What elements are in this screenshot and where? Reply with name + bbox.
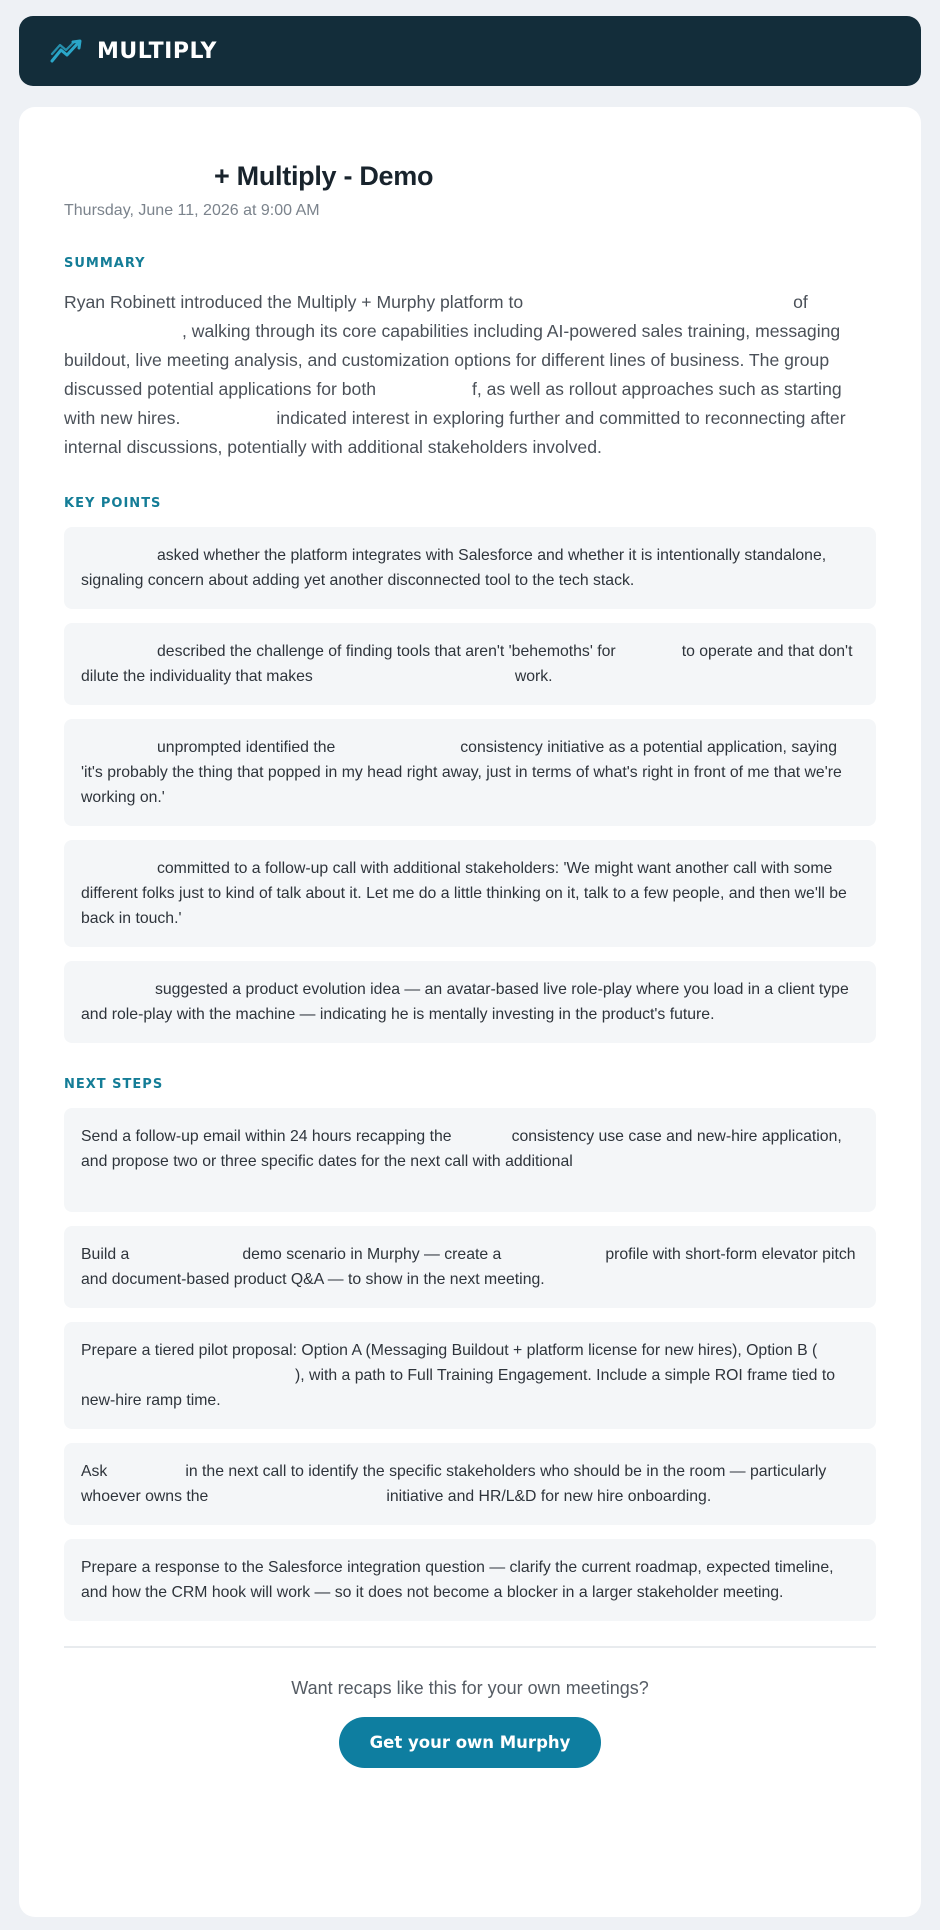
meeting-datetime: Thursday, June 11, 2026 at 9:00 AM: [64, 202, 320, 219]
key-point-text: consistency initiative as a potential application, saying 'it's probably the thing that popped in my head right away, just in terms of what's right in front of me that we're working on.': [81, 739, 842, 806]
next-step-item: [64, 1226, 876, 1308]
key-point-item: [64, 719, 876, 826]
summary-part: , walking through its core capabilities including AI-powered sales training, messaging buildout, live meeting analysis, and customization options for different lines of business. The group discussed potential applications for both: [64, 321, 841, 399]
key-points-list: [64, 527, 876, 1043]
next-step-text: consistency use case and new-hire application, and propose two or three specific dates for the next call with additional: [81, 1128, 842, 1170]
next-step-item: [64, 1443, 876, 1525]
divider: [64, 1646, 876, 1648]
key-point-item: [64, 961, 876, 1043]
key-point-text: to operate and that don't dilute the individuality that makes: [81, 643, 853, 685]
next-step-item: [64, 1322, 876, 1429]
top-bar: [19, 16, 921, 86]
next-step-text: Build a: [81, 1246, 130, 1263]
next-step-text: Ask: [81, 1463, 108, 1480]
next-step-item: [64, 1539, 876, 1621]
next-step-text: initiative and HR/L&D for new hire onboarding.: [386, 1488, 712, 1505]
brand-name: MULTIPLY: [97, 38, 217, 64]
next-steps-list: [64, 1108, 876, 1621]
next-steps-heading: NEXT STEPS: [64, 1077, 164, 1092]
next-step-text: Send a follow-up email within 24 hours recapping the: [81, 1128, 452, 1145]
summary-part: Ryan Robinett introduced the Multiply + Murphy platform to: [64, 292, 524, 312]
key-point-text: work.: [514, 668, 553, 685]
cta-wrapper: [64, 1717, 876, 1768]
meeting-title-text: + Multiply - Demo: [214, 161, 434, 191]
key-point-text: committed to a follow-up call with additional stakeholders: 'We might want another call with some different folks just to kind of talk about it. Let me do a little thinking on it, talk to a few people, and then we'll be back in touch.': [81, 860, 847, 927]
meeting-title: [64, 161, 876, 192]
summary-part: indicated interest in exploring further and committed to reconnecting after internal discussions, potentially with additional stakeholders involved.: [64, 408, 846, 457]
key-point-item: [64, 840, 876, 947]
get-murphy-button[interactable]: Get your own Murphy: [339, 1717, 602, 1768]
key-point-item: [64, 527, 876, 609]
next-step-text: in the next call to identify the specific stakeholders who should be in the room — particularly whoever owns the: [81, 1463, 827, 1505]
key-point-text: described the challenge of finding tools that aren't 'behemoths' for: [157, 643, 616, 660]
summary-heading: SUMMARY: [64, 256, 146, 271]
summary-text: [64, 288, 876, 462]
next-step-text: Prepare a tiered pilot proposal: Option A (Messaging Buildout + platform license for new hires), Option B (: [81, 1342, 818, 1359]
next-step-text: profile with short-form elevator pitch and document-based product Q&A — to show in the next meeting.: [81, 1246, 856, 1288]
key-point-text: unprompted identified the: [157, 739, 336, 756]
next-step-text: ), with a path to Full Training Engagement. Include a simple ROI frame tied to new-hire ramp time.: [81, 1367, 835, 1409]
recap-card: [19, 107, 921, 1917]
next-step-text: demo scenario in Murphy — create a: [242, 1246, 502, 1263]
trend-chart-icon: [49, 37, 83, 65]
next-step-item: [64, 1108, 876, 1212]
next-step-text: Prepare a response to the Salesforce integration question — clarify the current roadmap, expected timeline, and how the CRM hook will work — so it does not become a blocker in a larger stakeholder meeting.: [81, 1559, 834, 1601]
cta-prompt: Want recaps like this for your own meetings?: [291, 1678, 649, 1698]
key-points-heading: KEY POINTS: [64, 496, 162, 511]
summary-part: of: [793, 292, 808, 312]
key-point-text: asked whether the platform integrates with Salesforce and whether it is intentionally standalone, signaling concern about adding yet another disconnected tool to the tech stack.: [81, 547, 827, 589]
summary-part: f, as well as rollout approaches such as starting with new hires.: [64, 379, 842, 428]
key-point-text: suggested a product evolution idea — an avatar-based live role-play where you load in a client type and role-play with the machine — indicating he is mentally investing in the product's future.: [81, 981, 849, 1023]
key-point-item: [64, 623, 876, 705]
